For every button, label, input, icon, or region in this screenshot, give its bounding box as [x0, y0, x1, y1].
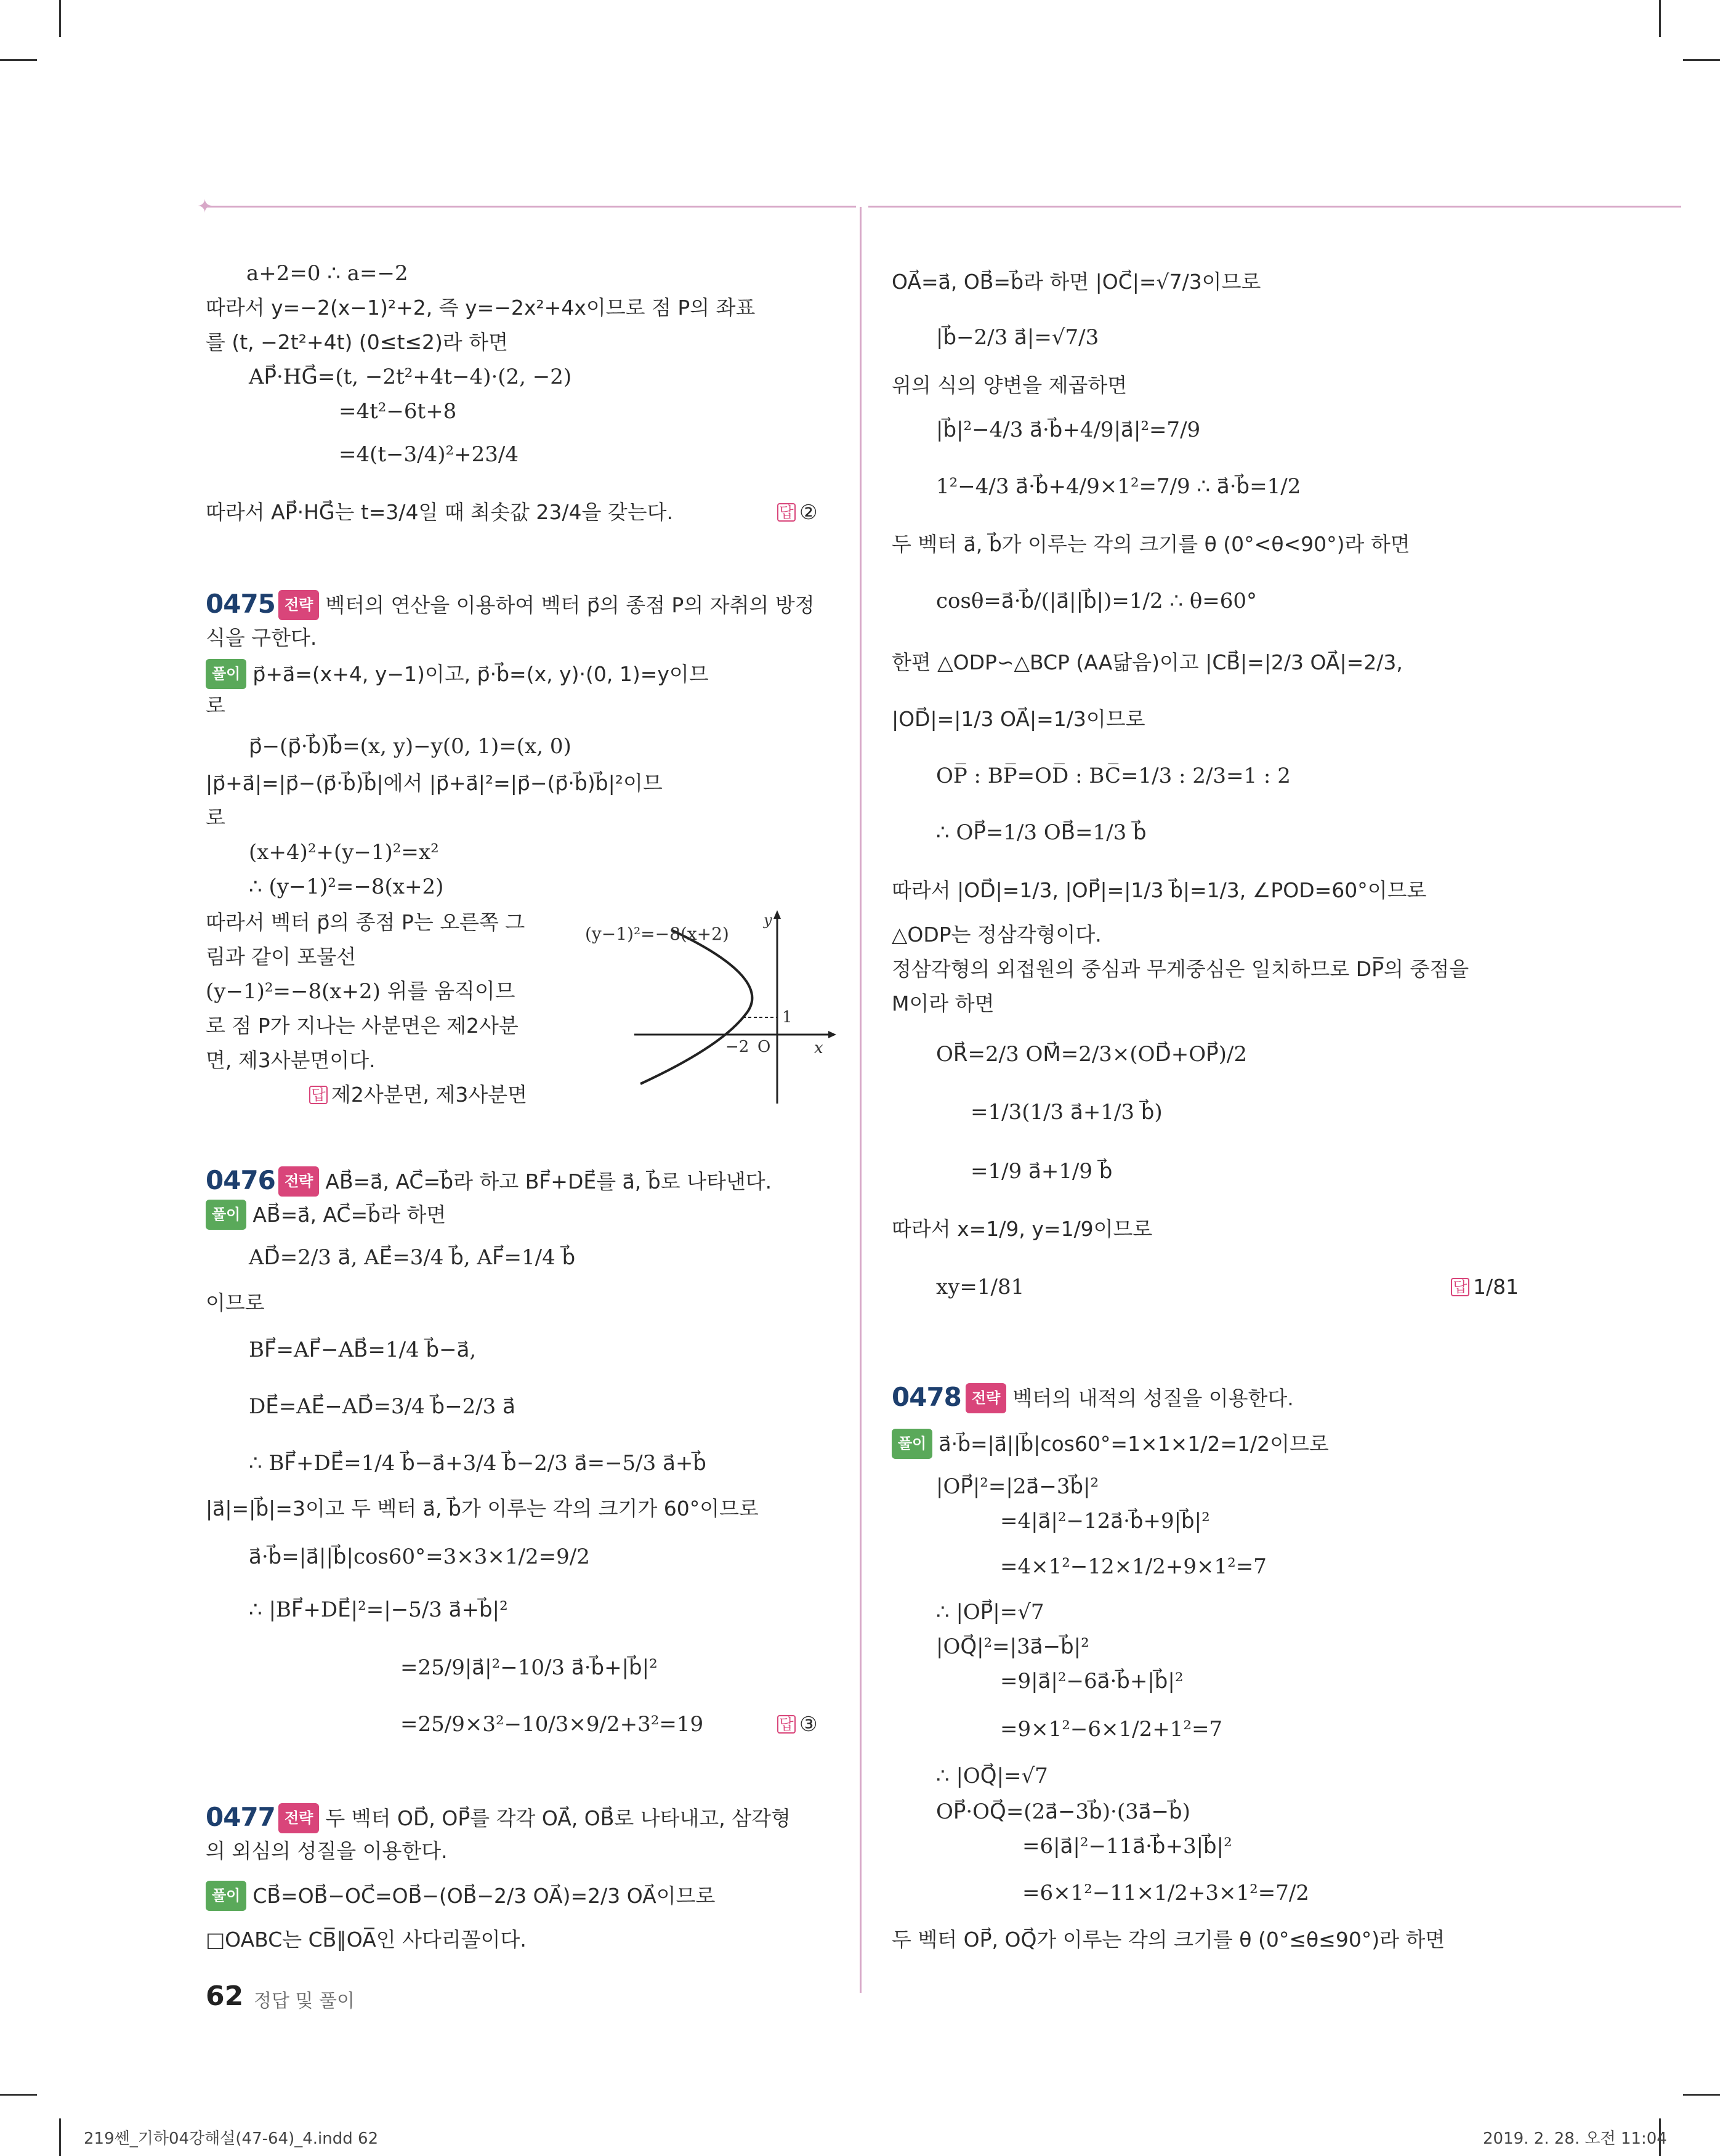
text-line: 한편 △ODP∽△BCP (AA닮음)이고 |CB⃗|=|2/3 OA⃗|=2/3,: [892, 650, 1403, 674]
solution-text: p⃗+a⃗=(x+4, y−1)이고, p⃗·b⃗=(x, y)·(0, 1)=y이므: [252, 662, 709, 686]
text-line: ∴ |OQ⃗|=√7: [936, 1764, 1048, 1788]
crop-mark: [59, 2118, 61, 2156]
text-line: OP⃗·OQ⃗=(2a⃗−3b⃗)·(3a⃗−b⃗): [936, 1799, 1190, 1824]
answer-line: [777, 499, 818, 526]
solution-tag: 풀이: [892, 1429, 932, 1459]
solution-tag: 풀이: [206, 1881, 246, 1911]
answer-mark: 답: [1451, 1278, 1469, 1296]
answer-mark: 답: [777, 1715, 796, 1734]
text-line: 를 (t, −2t²+4t) (0≤t≤2)라 하면: [206, 330, 509, 354]
text-line: 1²−4/3 a⃗·b⃗+4/9×1²=7/9 ∴ a⃗·b⃗=1/2: [936, 474, 1301, 499]
solution-tag: 풀이: [206, 1200, 246, 1230]
text-line: =6×1²−11×1/2+3×1²=7/2: [1022, 1881, 1309, 1905]
strategy-text: 벡터의 연산을 이용하여 벡터 p⃗의 종점 P의 자취의 방정: [325, 593, 815, 617]
crop-mark: [0, 2094, 37, 2096]
y-axis-label: y: [764, 911, 772, 929]
text-line: ∴ OP⃗=1/3 OB⃗=1/3 b⃗: [936, 820, 1147, 845]
text-line: 이므로: [206, 1291, 265, 1315]
text-line: 로 점 P가 지나는 사분면은 제2사분: [206, 1014, 519, 1038]
solution-line: [206, 1200, 446, 1230]
text-line: BF⃗=AF⃗−AB⃗=1/4 b⃗−a⃗,: [249, 1338, 477, 1362]
problem-number: 0478: [892, 1382, 961, 1412]
text-line: |b⃗−2/3 a⃗|=√7/3: [936, 325, 1099, 350]
footer-timestamp: 2019. 2. 28. 오전 11:04: [1483, 2130, 1667, 2148]
text-line: 따라서 x=1/9, y=1/9이므로: [892, 1217, 1153, 1241]
text-line: =25/9|a⃗|²−10/3 a⃗·b⃗+|b⃗|²: [400, 1655, 658, 1680]
text-line: =4|a⃗|²−12a⃗·b⃗+9|b⃗|²: [1000, 1509, 1210, 1533]
strategy-text: AB⃗=a⃗, AC⃗=b⃗라 하고 BF⃗+DE⃗를 a⃗, b⃗로 나타낸다.: [325, 1169, 772, 1193]
x-axis-label: x: [814, 1039, 823, 1057]
solution-text: AB⃗=a⃗, AC⃗=b⃗라 하면: [252, 1203, 446, 1227]
text-line: 두 벡터 OP⃗, OQ⃗가 이루는 각의 크기를 θ (0°≤θ≤90°)라 하면: [892, 1928, 1445, 1952]
crop-mark: [1683, 2094, 1720, 2096]
text-line: 위의 식의 양변을 제곱하면: [892, 373, 1128, 397]
answer-line: [1451, 1274, 1519, 1301]
text-line: =1/3(1/3 a⃗+1/3 b⃗): [971, 1100, 1163, 1124]
text-line: =6|a⃗|²−11a⃗·b⃗+3|b⃗|²: [1022, 1834, 1232, 1859]
strategy-line: [966, 1383, 1294, 1413]
text-line: =9|a⃗|²−6a⃗·b⃗+|b⃗|²: [1000, 1669, 1184, 1694]
answer-line: [309, 1081, 527, 1108]
text-line: =9×1²−6×1/2+1²=7: [1000, 1717, 1223, 1742]
text-line: ∴ |BF⃗+DE⃗|²=|−5/3 a⃗+b⃗|²: [249, 1597, 508, 1622]
strategy-text: 두 벡터 OD⃗, OP⃗를 각각 OA⃗, OB⃗로 나타내고, 삼각형: [325, 1806, 791, 1830]
crop-mark: [0, 59, 37, 61]
strategy-tag: 전략: [966, 1383, 1006, 1413]
header-star-icon: ✦: [197, 196, 213, 217]
answer-mark: 답: [309, 1086, 328, 1104]
strategy-tag: 전략: [278, 1166, 319, 1197]
problem-number: 0475: [206, 589, 275, 619]
text-line: |OP⃗|²=|2a⃗−3b⃗|²: [936, 1474, 1099, 1499]
text-line: 따라서 벡터 p⃗의 종점 P는 오른쪽 그: [206, 910, 525, 934]
text-line: OA⃗=a⃗, OB⃗=b⃗라 하면 |OC⃗|=√7/3이므로: [892, 270, 1261, 294]
strategy-line: 식을 구한다.: [206, 626, 317, 650]
solution-text: CB⃗=OB⃗−OC⃗=OB⃗−(OB⃗−2/3 OA⃗)=2/3 OA⃗이므로: [252, 1884, 716, 1908]
text-line: 림과 같이 포물선: [206, 945, 357, 969]
x-axis-arrow: [828, 1031, 836, 1038]
strategy-tag: 전략: [278, 1803, 319, 1833]
answer-line: [777, 1711, 818, 1738]
answer-value: 1/81: [1473, 1275, 1519, 1299]
text-line: 따라서 y=−2(x−1)²+2, 즉 y=−2x²+4x이므로 점 P의 좌표: [206, 296, 756, 320]
column-divider: [860, 207, 862, 1993]
text-line: a⃗·b⃗=|a⃗||b⃗|cos60°=3×3×1/2=9/2: [249, 1544, 590, 1569]
answer-value: 제2사분면, 제3사분면: [331, 1083, 527, 1107]
text-line: □OABC는 CB̅∥OA̅인 사다리꼴이다.: [206, 1928, 527, 1952]
text-line: OP̅ : BP̅=OD̅ : BC̅=1/3 : 2/3=1 : 2: [936, 764, 1291, 788]
text-line: 따라서 |OD⃗|=1/3, |OP⃗|=|1/3 b⃗|=1/3, ∠POD=60°이므로: [892, 878, 1427, 902]
text-line: |b⃗|²−4/3 a⃗·b⃗+4/9|a⃗|²=7/9: [936, 418, 1201, 442]
text-line: (x+4)²+(y−1)²=x²: [249, 840, 439, 865]
page-label: 정답 및 풀이: [254, 1990, 355, 2012]
text-line: =4t²−6t+8: [339, 399, 457, 424]
curve-label: (y−1)²=−8(x+2): [585, 924, 729, 944]
solution-text: a⃗·b⃗=|a⃗||b⃗|cos60°=1×1×1/2=1/2이므로: [939, 1432, 1329, 1456]
parabola-graph: [579, 905, 838, 1108]
text-line: (y−1)²=−8(x+2) 위를 움직이므: [206, 979, 515, 1004]
text-line: |a⃗|=|b⃗|=3이고 두 벡터 a⃗, b⃗가 이루는 각의 크기가 60°이므로: [206, 1496, 759, 1520]
text-line: |OQ⃗|²=|3a⃗−b⃗|²: [936, 1634, 1089, 1659]
text-line: 따라서 AP⃗·HG⃗는 t=3/4일 때 최솟값 23/4을 갖는다.: [206, 500, 673, 524]
solution-line: [206, 1881, 715, 1911]
text-line: DE⃗=AE⃗−AD⃗=3/4 b⃗−2/3 a⃗: [249, 1394, 515, 1419]
problem-number: 0476: [206, 1165, 275, 1195]
text-line: |p⃗+a⃗|=|p⃗−(p⃗·b⃗)b⃗|에서 |p⃗+a⃗|²=|p⃗−(p⃗·b⃗)b⃗|²이므: [206, 771, 663, 795]
text-line: p⃗−(p⃗·b⃗)b⃗=(x, y)−y(0, 1)=(x, 0): [249, 734, 571, 759]
text-line: =4(t−3/4)²+23/4: [339, 442, 519, 467]
text-line: ∴ (y−1)²=−8(x+2): [249, 874, 444, 899]
text-line: 면, 제3사분면이다.: [206, 1048, 376, 1072]
vertex-y-label: 1: [782, 1008, 793, 1027]
text-line: a+2=0 ∴ a=−2: [246, 261, 408, 286]
strategy-line: 의 외심의 성질을 이용한다.: [206, 1839, 448, 1863]
text-line: ∴ BF⃗+DE⃗=1/4 b⃗−a⃗+3/4 b⃗−2/3 a⃗=−5/3 a⃗+b⃗: [249, 1451, 706, 1476]
text-line: OR⃗=2/3 OM⃗=2/3×(OD⃗+OP⃗)/2: [936, 1042, 1247, 1067]
header-rule-left: [203, 206, 856, 208]
text-line: △ODP는 정삼각형이다.: [892, 923, 1102, 947]
strategy-line: [278, 590, 815, 620]
strategy-line: [278, 1166, 772, 1197]
text-line: xy=1/81: [936, 1275, 1025, 1299]
text-line: AD⃗=2/3 a⃗, AE⃗=3/4 b⃗, AF⃗=1/4 b⃗: [249, 1245, 576, 1270]
text-line: =25/9×3²−10/3×9/2+3²=19: [400, 1712, 704, 1737]
vertex-x-label: −2: [725, 1038, 749, 1056]
strategy-line: [278, 1803, 791, 1833]
strategy-tag: 전략: [278, 590, 319, 620]
text-line: 로: [206, 805, 225, 830]
solution-line: [892, 1429, 1329, 1459]
text-line: |OD⃗|=|1/3 OA⃗|=1/3이므로: [892, 707, 1145, 731]
solution-tag: 풀이: [206, 659, 246, 689]
text-line: 로: [206, 693, 225, 717]
text-line: =1/9 a⃗+1/9 b⃗: [971, 1159, 1113, 1184]
footer-file-info: 219쎈_기하04강해설(47-64)_4.indd 62: [84, 2130, 379, 2148]
strategy-text: 벡터의 내적의 성질을 이용한다.: [1012, 1386, 1294, 1410]
answer-value: ③: [799, 1712, 818, 1736]
text-line: 두 벡터 a⃗, b⃗가 이루는 각의 크기를 θ (0°<θ<90°)라 하면: [892, 532, 1410, 556]
crop-mark: [59, 0, 61, 37]
solution-line: [206, 659, 709, 689]
origin-label: O: [757, 1038, 771, 1056]
header-rule-right: [868, 206, 1681, 208]
text-line: ∴ |OP⃗|=√7: [936, 1600, 1044, 1625]
answer-value: ②: [799, 500, 818, 524]
answer-mark: 답: [777, 503, 796, 522]
text-line: =4×1²−12×1/2+9×1²=7: [1000, 1554, 1267, 1579]
problem-number: 0477: [206, 1802, 275, 1832]
text-line: cosθ=a⃗·b⃗/(|a⃗||b⃗|)=1/2 ∴ θ=60°: [936, 589, 1258, 613]
crop-mark: [1659, 0, 1661, 37]
text-line: M이라 하면: [892, 991, 995, 1015]
crop-mark: [1683, 59, 1720, 61]
text-line: 정삼각형의 외접원의 중심과 무게중심은 일치하므로 DP̅의 중점을: [892, 957, 1469, 981]
y-axis-arrow: [773, 910, 781, 919]
parabola-curve: [640, 930, 752, 1084]
page-number: 62: [206, 1980, 244, 2012]
text-line: AP⃗·HG⃗=(t, −2t²+4t−4)·(2, −2): [249, 365, 572, 389]
